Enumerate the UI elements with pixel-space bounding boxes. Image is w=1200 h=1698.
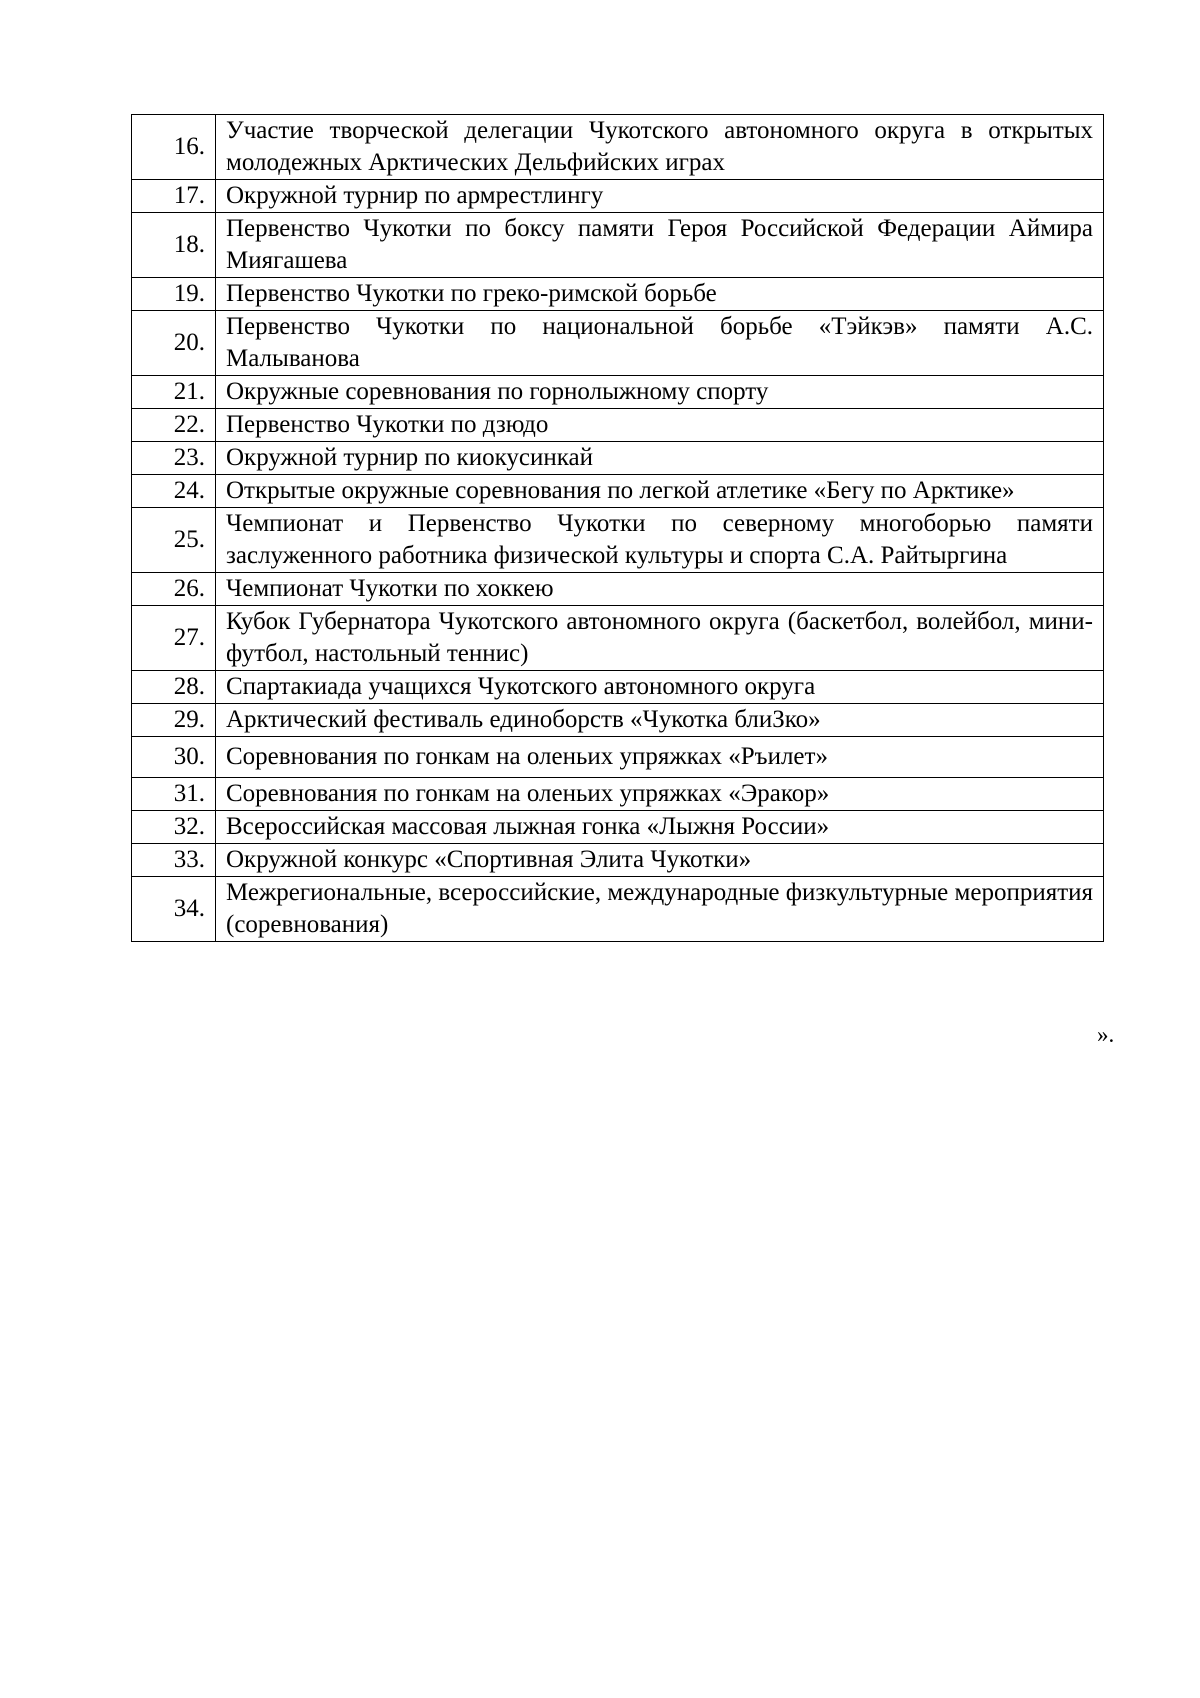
table-row xyxy=(132,115,1104,180)
table-row xyxy=(132,376,1104,409)
table-row xyxy=(132,508,1104,573)
row-number: 19. xyxy=(132,278,216,311)
row-number: 26. xyxy=(132,573,216,606)
row-number: 18. xyxy=(132,213,216,278)
table-row xyxy=(132,844,1104,877)
row-number: 34. xyxy=(132,877,216,942)
event-title: Первенство Чукотки по боксу памяти Героя Российской Федерации Аймира Миягашева xyxy=(216,213,1104,278)
table-row xyxy=(132,704,1104,737)
event-title: Окружной турнир по армрестлингу xyxy=(216,180,1104,213)
row-number: 31. xyxy=(132,778,216,811)
row-number: 20. xyxy=(132,311,216,376)
event-title: Первенство Чукотки по греко-римской борьбе xyxy=(216,278,1104,311)
row-number: 33. xyxy=(132,844,216,877)
event-title: Первенство Чукотки по дзюдо xyxy=(216,409,1104,442)
event-title: Окружной турнир по киокусинкай xyxy=(216,442,1104,475)
table-row xyxy=(132,778,1104,811)
row-number: 22. xyxy=(132,409,216,442)
event-title: Арктический фестиваль единоборств «Чукотка блиЗко» xyxy=(216,704,1104,737)
event-title: Открытые окружные соревнования по легкой атлетике «Бегу по Арктике» xyxy=(216,475,1104,508)
event-title: Спартакиада учащихся Чукотского автономного округа xyxy=(216,671,1104,704)
event-title: Межрегиональные, всероссийские, международные физкультурные мероприятия (соревнования) xyxy=(216,877,1104,942)
row-number: 16. xyxy=(132,115,216,180)
row-number: 27. xyxy=(132,606,216,671)
table-row xyxy=(132,475,1104,508)
table-row xyxy=(132,877,1104,942)
row-number: 21. xyxy=(132,376,216,409)
row-number: 32. xyxy=(132,811,216,844)
event-title: Кубок Губернатора Чукотского автономного округа (баскетбол, волейбол, мини-футбол, настольный теннис) xyxy=(216,606,1104,671)
event-title: Чемпионат Чукотки по хоккею xyxy=(216,573,1104,606)
row-number: 24. xyxy=(132,475,216,508)
table-row xyxy=(132,573,1104,606)
table-row xyxy=(132,442,1104,475)
table-row xyxy=(132,671,1104,704)
event-title: Соревнования по гонкам на оленьих упряжках «Ръилет» xyxy=(216,737,1104,778)
table-row xyxy=(132,737,1104,778)
events-table xyxy=(131,114,1104,942)
table-row xyxy=(132,606,1104,671)
event-title: Участие творческой делегации Чукотского автономного округа в открытых молодежных Арктических Дельфийских играх xyxy=(216,115,1104,180)
row-number: 25. xyxy=(132,508,216,573)
events-table-body xyxy=(132,115,1104,942)
row-number: 17. xyxy=(132,180,216,213)
event-title: Окружной конкурс «Спортивная Элита Чукотки» xyxy=(216,844,1104,877)
event-title: Окружные соревнования по горнолыжному спорту xyxy=(216,376,1104,409)
closing-quote-mark: ». xyxy=(1097,1022,1115,1047)
event-title: Всероссийская массовая лыжная гонка «Лыжня России» xyxy=(216,811,1104,844)
row-number: 23. xyxy=(132,442,216,475)
table-row xyxy=(132,409,1104,442)
table-row xyxy=(132,311,1104,376)
row-number: 29. xyxy=(132,704,216,737)
event-title: Первенство Чукотки по национальной борьбе «Тэйкэв» памяти А.С. Малыванова xyxy=(216,311,1104,376)
table-row xyxy=(132,213,1104,278)
row-number: 28. xyxy=(132,671,216,704)
table-row xyxy=(132,811,1104,844)
row-number: 30. xyxy=(132,737,216,778)
event-title: Соревнования по гонкам на оленьих упряжках «Эракор» xyxy=(216,778,1104,811)
event-title: Чемпионат и Первенство Чукотки по северному многоборью памяти заслуженного работника физической культуры и спорта С.А. Райтыргина xyxy=(216,508,1104,573)
table-row xyxy=(132,278,1104,311)
table-row xyxy=(132,180,1104,213)
